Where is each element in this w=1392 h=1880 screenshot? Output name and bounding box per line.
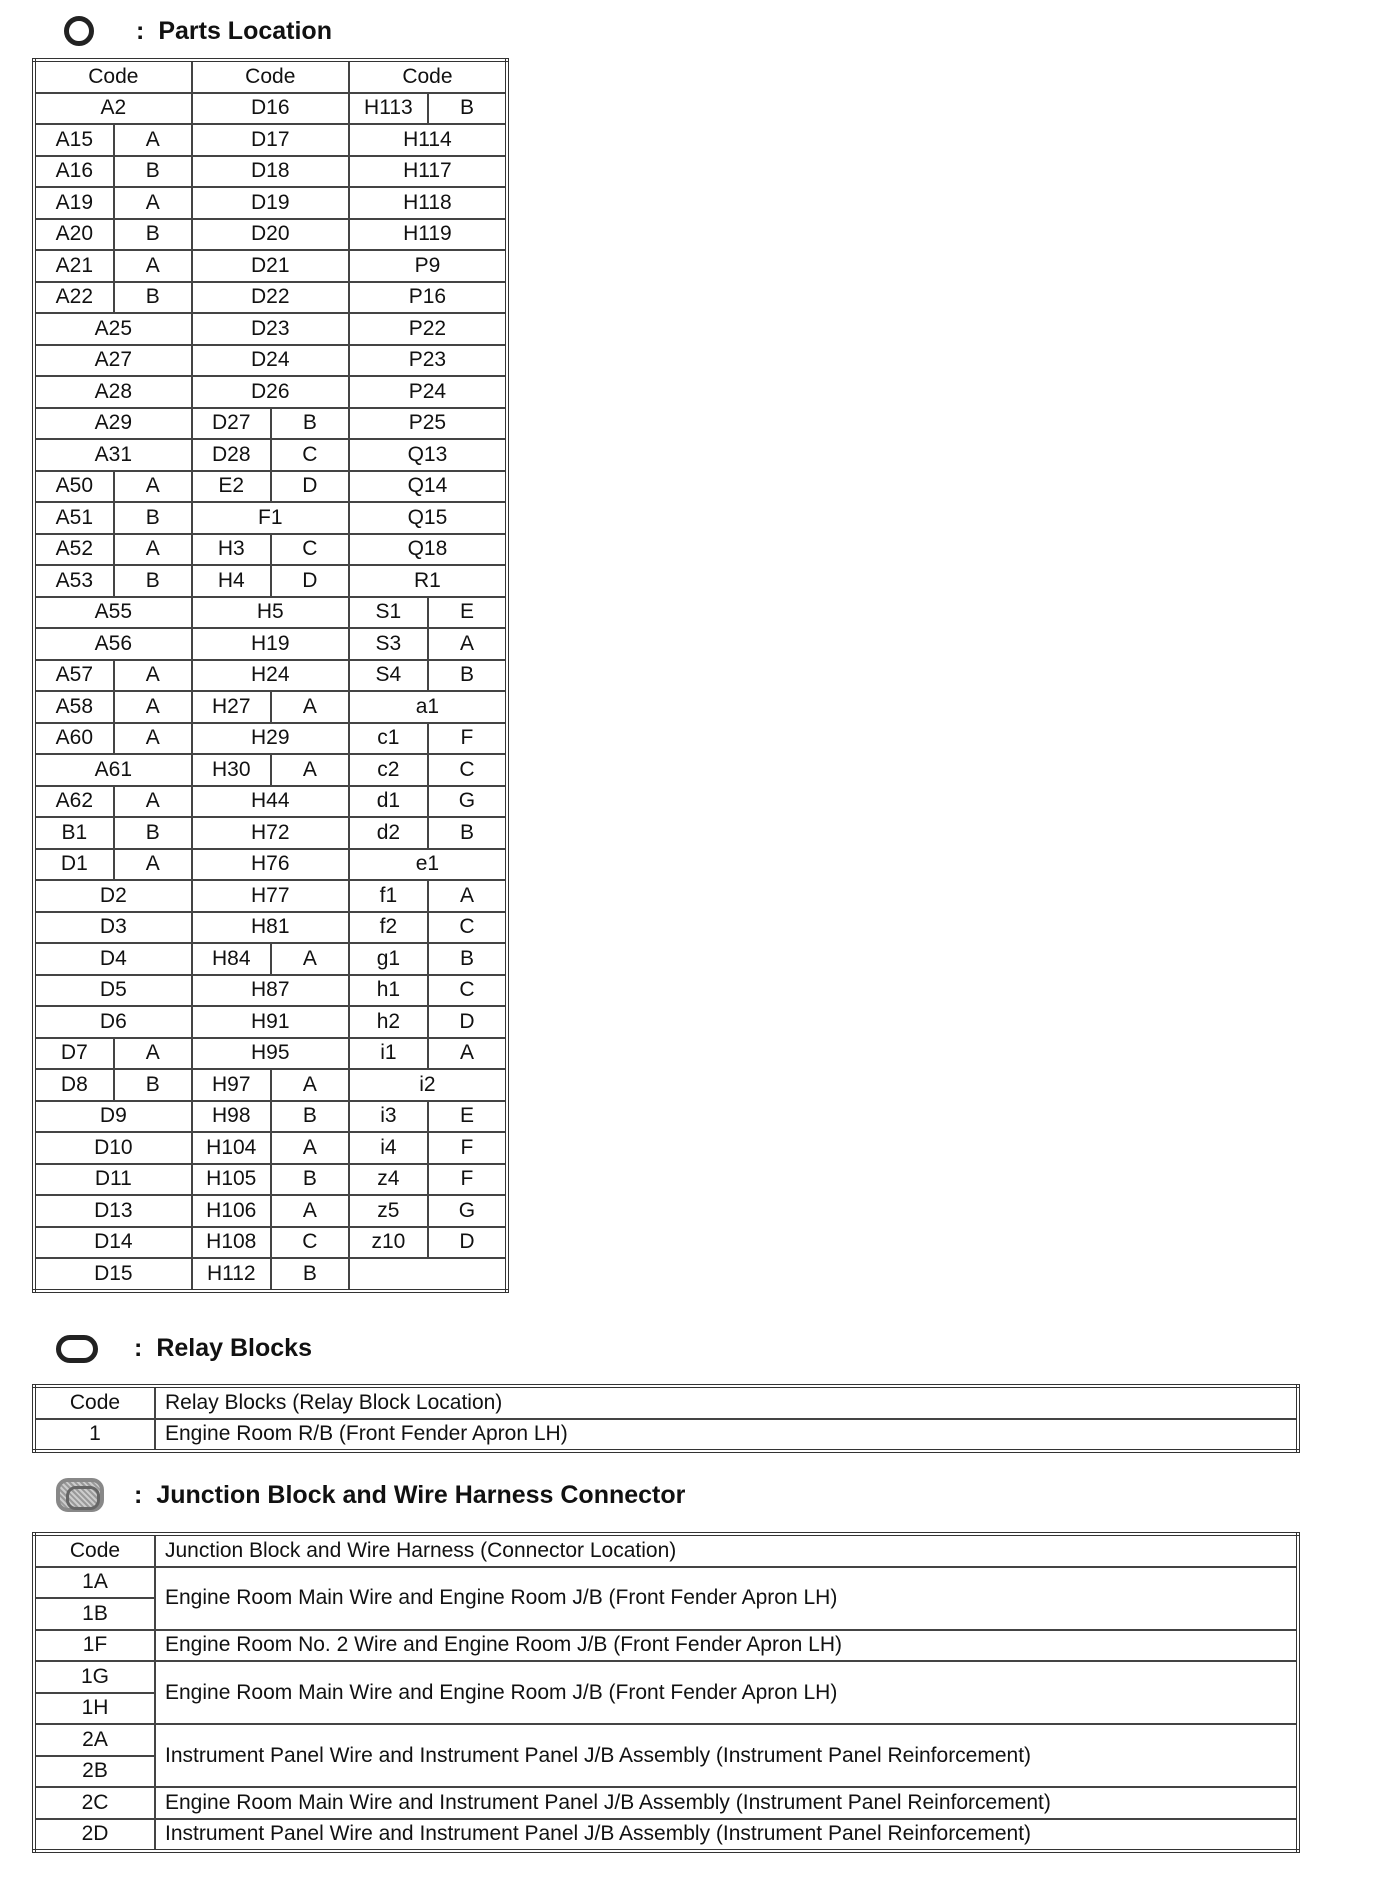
- parts-table-row: [34, 691, 507, 723]
- part-code: A62: [34, 786, 114, 818]
- junction-description: Instrument Panel Wire and Instrument Panel J/B Assembly (Instrument Panel Reinforcement): [155, 1819, 1298, 1852]
- part-location-letter: B: [114, 817, 192, 849]
- parts-header-cell: Code: [192, 60, 349, 93]
- junction-code: 1F: [34, 1630, 155, 1662]
- part-code: D14: [34, 1227, 192, 1259]
- relay-blocks-header: [56, 1334, 312, 1363]
- relay-header-desc: Relay Blocks (Relay Block Location): [155, 1386, 1298, 1419]
- part-code: P23: [349, 345, 507, 377]
- parts-location-table: [32, 58, 509, 1293]
- parts-table-row: [34, 534, 507, 566]
- parts-table-row: [34, 250, 507, 282]
- part-location-letter: F: [428, 723, 507, 755]
- parts-table-row: [34, 943, 507, 975]
- part-location-letter: A: [114, 691, 192, 723]
- junction-description: Engine Room Main Wire and Engine Room J/B (Front Fender Apron LH): [155, 1661, 1298, 1724]
- part-location-letter: A: [271, 754, 349, 786]
- part-code: H98: [192, 1101, 271, 1133]
- part-location-letter: C: [428, 754, 507, 786]
- part-code: D10: [34, 1132, 192, 1164]
- part-code: H118: [349, 187, 507, 219]
- parts-table-row: [34, 345, 507, 377]
- part-code: A27: [34, 345, 192, 377]
- parts-table-row: [34, 817, 507, 849]
- part-code: A19: [34, 187, 114, 219]
- part-location-letter: B: [428, 93, 507, 125]
- parts-table-row: [34, 1227, 507, 1259]
- part-code: h1: [349, 975, 428, 1007]
- part-location-letter: B: [271, 1258, 349, 1291]
- part-code: A16: [34, 156, 114, 188]
- part-code: D24: [192, 345, 349, 377]
- part-code: D3: [34, 912, 192, 944]
- part-code: H72: [192, 817, 349, 849]
- junction-block-table: [32, 1532, 1300, 1853]
- parts-table-row: [34, 723, 507, 755]
- junction-table-row: [34, 1567, 1298, 1599]
- part-location-letter: A: [114, 786, 192, 818]
- part-location-letter: C: [428, 975, 507, 1007]
- part-code: A28: [34, 376, 192, 408]
- parts-table-row: [34, 1132, 507, 1164]
- junction-code: 1H: [34, 1693, 155, 1725]
- parts-table-row: [34, 376, 507, 408]
- part-code: A53: [34, 565, 114, 597]
- part-code: D21: [192, 250, 349, 282]
- part-location-letter: D: [428, 1227, 507, 1259]
- junction-table-row: [34, 1661, 1298, 1693]
- part-location-letter: A: [114, 660, 192, 692]
- part-code: A50: [34, 471, 114, 503]
- part-location-letter: A: [428, 628, 507, 660]
- part-location-letter: A: [271, 1195, 349, 1227]
- part-code: D13: [34, 1195, 192, 1227]
- parts-table-row: [34, 1101, 507, 1133]
- junction-table-row: [34, 1819, 1298, 1852]
- junction-code: 1B: [34, 1598, 155, 1630]
- parts-header-cell: Code: [34, 60, 192, 93]
- part-code: h2: [349, 1006, 428, 1038]
- part-location-letter: B: [271, 1164, 349, 1196]
- part-code: z4: [349, 1164, 428, 1196]
- junction-header-code: Code: [34, 1534, 155, 1567]
- part-code: D18: [192, 156, 349, 188]
- part-location-letter: A: [271, 1069, 349, 1101]
- part-code: H24: [192, 660, 349, 692]
- part-code: D4: [34, 943, 192, 975]
- part-code: Q15: [349, 502, 507, 534]
- part-code: D5: [34, 975, 192, 1007]
- part-code: c1: [349, 723, 428, 755]
- part-code: D7: [34, 1038, 114, 1070]
- part-code: g1: [349, 943, 428, 975]
- part-code: H77: [192, 880, 349, 912]
- part-code: f2: [349, 912, 428, 944]
- shaded-rounded-symbol-icon: [56, 1478, 104, 1512]
- part-location-letter: B: [428, 660, 507, 692]
- part-location-letter: A: [428, 880, 507, 912]
- relay-table-body: [34, 1386, 1298, 1451]
- part-code: D6: [34, 1006, 192, 1038]
- part-code: i1: [349, 1038, 428, 1070]
- parts-table-row: [34, 408, 507, 440]
- part-location-letter: D: [271, 471, 349, 503]
- part-code: A60: [34, 723, 114, 755]
- part-code: D19: [192, 187, 349, 219]
- part-location-letter: D: [428, 1006, 507, 1038]
- part-location-letter: E: [428, 597, 507, 629]
- part-code: H119: [349, 219, 507, 251]
- junction-code: 2D: [34, 1819, 155, 1852]
- empty-cell: [349, 1258, 507, 1291]
- part-code: H106: [192, 1195, 271, 1227]
- part-location-letter: A: [271, 1132, 349, 1164]
- junction-table-body: [34, 1534, 1298, 1851]
- part-location-letter: B: [271, 1101, 349, 1133]
- part-location-letter: A: [114, 1038, 192, 1070]
- parts-table-row: [34, 187, 507, 219]
- part-code: A22: [34, 282, 114, 314]
- junction-table-header-row: [34, 1534, 1298, 1567]
- parts-table-row: [34, 93, 507, 125]
- part-code: P25: [349, 408, 507, 440]
- parts-table-row: [34, 471, 507, 503]
- parts-table-row: [34, 1006, 507, 1038]
- part-code: D8: [34, 1069, 114, 1101]
- part-code: E2: [192, 471, 271, 503]
- part-code: H30: [192, 754, 271, 786]
- part-location-letter: C: [428, 912, 507, 944]
- relay-table-row: [34, 1419, 1298, 1452]
- part-location-letter: B: [428, 817, 507, 849]
- part-code: D22: [192, 282, 349, 314]
- part-location-letter: C: [271, 534, 349, 566]
- part-location-letter: A: [114, 124, 192, 156]
- part-location-letter: C: [271, 439, 349, 471]
- junction-code: 2A: [34, 1724, 155, 1756]
- part-code: z5: [349, 1195, 428, 1227]
- parts-table-row: [34, 880, 507, 912]
- part-code: d2: [349, 817, 428, 849]
- part-code: H108: [192, 1227, 271, 1259]
- part-code: i4: [349, 1132, 428, 1164]
- part-code: a1: [349, 691, 507, 723]
- part-code: f1: [349, 880, 428, 912]
- part-code: A58: [34, 691, 114, 723]
- junction-block-header: [56, 1478, 685, 1512]
- part-code: c2: [349, 754, 428, 786]
- part-location-letter: F: [428, 1164, 507, 1196]
- junction-table-row: [34, 1630, 1298, 1662]
- part-location-letter: G: [428, 786, 507, 818]
- part-code: H97: [192, 1069, 271, 1101]
- part-code: A25: [34, 313, 192, 345]
- parts-header-cell: Code: [349, 60, 507, 93]
- part-location-letter: A: [114, 849, 192, 881]
- parts-table-row: [34, 219, 507, 251]
- junction-description: Engine Room No. 2 Wire and Engine Room J/B (Front Fender Apron LH): [155, 1630, 1298, 1662]
- part-code: H95: [192, 1038, 349, 1070]
- part-code: H84: [192, 943, 271, 975]
- part-code: Q13: [349, 439, 507, 471]
- part-code: i3: [349, 1101, 428, 1133]
- part-code: H87: [192, 975, 349, 1007]
- part-code: D26: [192, 376, 349, 408]
- junction-code: 2C: [34, 1787, 155, 1819]
- part-code: D20: [192, 219, 349, 251]
- parts-table-row: [34, 1038, 507, 1070]
- parts-table-row: [34, 1195, 507, 1227]
- part-location-letter: G: [428, 1195, 507, 1227]
- part-code: A56: [34, 628, 192, 660]
- part-code: H81: [192, 912, 349, 944]
- part-code: H91: [192, 1006, 349, 1038]
- part-location-letter: F: [428, 1132, 507, 1164]
- parts-table-row: [34, 786, 507, 818]
- part-location-letter: B: [428, 943, 507, 975]
- part-code: H4: [192, 565, 271, 597]
- parts-table-row: [34, 597, 507, 629]
- part-code: A29: [34, 408, 192, 440]
- part-code: D9: [34, 1101, 192, 1133]
- part-code: A15: [34, 124, 114, 156]
- part-location-letter: B: [114, 1069, 192, 1101]
- part-code: D23: [192, 313, 349, 345]
- parts-table-row: [34, 565, 507, 597]
- parts-table-row: [34, 660, 507, 692]
- part-code: D1: [34, 849, 114, 881]
- part-location-letter: A: [114, 250, 192, 282]
- relay-table-header-row: [34, 1386, 1298, 1419]
- relay-blocks-title: Relay Blocks: [156, 1334, 312, 1362]
- part-code: H105: [192, 1164, 271, 1196]
- part-location-letter: B: [114, 502, 192, 534]
- part-code: P24: [349, 376, 507, 408]
- parts-table-row: [34, 1164, 507, 1196]
- part-location-letter: B: [271, 408, 349, 440]
- junction-table-row: [34, 1787, 1298, 1819]
- part-code: d1: [349, 786, 428, 818]
- part-location-letter: A: [114, 471, 192, 503]
- relay-header-code: Code: [34, 1386, 155, 1419]
- parts-location-colon: :: [136, 16, 145, 45]
- part-code: H112: [192, 1258, 271, 1291]
- part-code: H44: [192, 786, 349, 818]
- part-code: R1: [349, 565, 507, 597]
- part-code: A20: [34, 219, 114, 251]
- junction-code: 2B: [34, 1756, 155, 1788]
- junction-description: Engine Room Main Wire and Engine Room J/B (Front Fender Apron LH): [155, 1567, 1298, 1630]
- part-code: A21: [34, 250, 114, 282]
- junction-block-title: Junction Block and Wire Harness Connector: [156, 1480, 686, 1509]
- part-code: D15: [34, 1258, 192, 1291]
- part-location-letter: A: [271, 943, 349, 975]
- part-code: A52: [34, 534, 114, 566]
- part-code: H5: [192, 597, 349, 629]
- parts-table-row: [34, 439, 507, 471]
- part-code: P16: [349, 282, 507, 314]
- parts-table-row: [34, 124, 507, 156]
- part-code: D11: [34, 1164, 192, 1196]
- parts-table-row: [34, 849, 507, 881]
- part-code: D2: [34, 880, 192, 912]
- junction-block-colon: :: [134, 1480, 143, 1509]
- parts-location-header: [64, 16, 332, 46]
- part-code: A55: [34, 597, 192, 629]
- rounded-rect-symbol-icon: [56, 1335, 98, 1363]
- junction-description: Engine Room Main Wire and Instrument Panel J/B Assembly (Instrument Panel Reinforcement): [155, 1787, 1298, 1819]
- part-code: S1: [349, 597, 428, 629]
- part-code: D17: [192, 124, 349, 156]
- parts-table-row: [34, 628, 507, 660]
- part-location-letter: A: [114, 723, 192, 755]
- part-code: P9: [349, 250, 507, 282]
- parts-table-row: [34, 912, 507, 944]
- junction-code: 1A: [34, 1567, 155, 1599]
- parts-table-row: [34, 156, 507, 188]
- parts-table-row: [34, 502, 507, 534]
- part-code: S3: [349, 628, 428, 660]
- part-location-letter: D: [271, 565, 349, 597]
- parts-table-row: [34, 1069, 507, 1101]
- parts-table-body: [34, 93, 507, 1291]
- part-code: H27: [192, 691, 271, 723]
- relay-code: 1: [34, 1419, 155, 1452]
- part-code: H117: [349, 156, 507, 188]
- part-code: D27: [192, 408, 271, 440]
- part-code: z10: [349, 1227, 428, 1259]
- parts-table-row: [34, 975, 507, 1007]
- part-code: A2: [34, 93, 192, 125]
- parts-table-row: [34, 282, 507, 314]
- part-code: S4: [349, 660, 428, 692]
- part-code: B1: [34, 817, 114, 849]
- junction-header-desc: Junction Block and Wire Harness (Connector Location): [155, 1534, 1298, 1567]
- part-code: A61: [34, 754, 192, 786]
- part-location-letter: A: [114, 187, 192, 219]
- relay-blocks-colon: :: [134, 1334, 143, 1362]
- part-code: A51: [34, 502, 114, 534]
- junction-code: 1G: [34, 1661, 155, 1693]
- part-location-letter: B: [114, 219, 192, 251]
- part-code: A31: [34, 439, 192, 471]
- part-code: P22: [349, 313, 507, 345]
- part-code: A57: [34, 660, 114, 692]
- parts-table-row: [34, 754, 507, 786]
- part-code: H113: [349, 93, 428, 125]
- circle-symbol-icon: [64, 16, 94, 46]
- part-code: H3: [192, 534, 271, 566]
- part-code: H29: [192, 723, 349, 755]
- part-code: H114: [349, 124, 507, 156]
- part-location-letter: B: [114, 565, 192, 597]
- part-location-letter: A: [271, 691, 349, 723]
- part-location-letter: A: [428, 1038, 507, 1070]
- parts-table-row: [34, 1258, 507, 1291]
- relay-description: Engine Room R/B (Front Fender Apron LH): [155, 1419, 1298, 1452]
- parts-location-title: Parts Location: [158, 16, 332, 45]
- part-location-letter: B: [114, 156, 192, 188]
- part-code: Q14: [349, 471, 507, 503]
- part-location-letter: E: [428, 1101, 507, 1133]
- part-location-letter: A: [114, 534, 192, 566]
- part-code: i2: [349, 1069, 507, 1101]
- part-code: e1: [349, 849, 507, 881]
- junction-table-row: [34, 1724, 1298, 1756]
- part-location-letter: B: [114, 282, 192, 314]
- part-code: H76: [192, 849, 349, 881]
- part-code: D28: [192, 439, 271, 471]
- part-code: H19: [192, 628, 349, 660]
- parts-table-row: [34, 313, 507, 345]
- part-code: D16: [192, 93, 349, 125]
- parts-table-header-row: [34, 60, 507, 93]
- part-code: F1: [192, 502, 349, 534]
- relay-blocks-table: [32, 1384, 1300, 1453]
- junction-description: Instrument Panel Wire and Instrument Panel J/B Assembly (Instrument Panel Reinforcement): [155, 1724, 1298, 1787]
- part-location-letter: C: [271, 1227, 349, 1259]
- part-code: Q18: [349, 534, 507, 566]
- part-code: H104: [192, 1132, 271, 1164]
